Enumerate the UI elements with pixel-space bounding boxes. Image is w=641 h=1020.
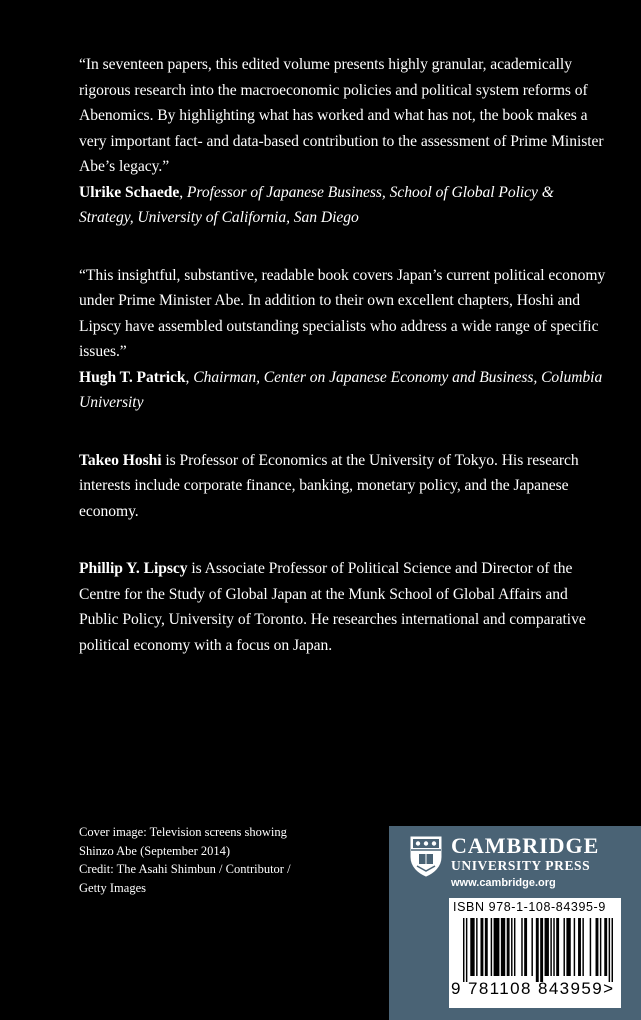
cover-image-credit xyxy=(79,823,379,897)
back-cover-text xyxy=(79,52,609,690)
barcode-panel xyxy=(449,898,621,1008)
author-bio-text xyxy=(79,448,609,525)
author-bio-text xyxy=(79,556,609,658)
barcode-bar xyxy=(574,918,575,976)
barcode-bar xyxy=(480,918,483,976)
barcode-bar xyxy=(590,918,591,976)
ean-digits xyxy=(451,978,614,1000)
barcode-bar xyxy=(540,918,543,982)
credit-line: Credit: The Asahi Shimbun / Contributor / xyxy=(79,862,291,876)
barcode-bar xyxy=(524,918,527,976)
author-name: Phillip Y. Lipscy xyxy=(79,560,188,577)
author-description: is Professor of Economics at the University of Tokyo. His research interests include corporate finance, banking, monetary policy, and the Japanese economy. xyxy=(79,451,579,520)
credit-line: Shinzo Abe (September 2014) xyxy=(79,843,231,858)
barcode-bar xyxy=(596,918,599,976)
barcode-bar xyxy=(531,918,532,976)
barcode-bar xyxy=(582,918,583,976)
barcode-bar xyxy=(550,918,551,976)
barcode-bar xyxy=(466,918,467,982)
barcode-bar xyxy=(609,918,610,982)
publisher-name: CAMBRIDGE xyxy=(451,833,600,858)
ean-end-mark: > xyxy=(603,979,615,998)
author-description: is Associate Professor of Political Science and Director of the Centre for the Study of Global Japan at the Munk School of Global Affairs and Public Policy, University of Toronto. He researches international and comparative political economy with a focus on Japan. xyxy=(79,560,586,654)
credit-line: Getty Images xyxy=(79,880,146,895)
publisher-url: www.cambridge.org xyxy=(451,877,556,889)
endorser-name: Ulrike Schaede xyxy=(79,183,180,201)
barcode-bar xyxy=(494,918,500,976)
endorsement-1 xyxy=(79,52,609,231)
endorser-name: Hugh T. Patrick xyxy=(79,368,186,386)
barcode-bar xyxy=(612,918,613,982)
endorsement-quote: “This insightful, substantive, readable book covers Japan’s current political economy under Prime Minister Abe. In addition to their own excellent chapters, Hoshi and Lipscy have assembled outstanding specialists who address a wide range of specific issues.” xyxy=(79,266,606,360)
barcode-bar xyxy=(476,918,477,976)
endorsement-attribution: Hugh T. Patrick, Chairman, Center on Japanese Economy and Business, Columbia University xyxy=(79,368,603,411)
barcode-bar xyxy=(485,918,488,976)
barcode-bar xyxy=(536,918,539,982)
barcode-bar xyxy=(566,918,570,976)
publisher-subname: UNIVERSITY PRESS xyxy=(451,858,591,873)
barcode-bar xyxy=(556,918,559,976)
barcode-bar xyxy=(578,918,581,976)
barcode-bar xyxy=(514,918,515,976)
publisher-box xyxy=(389,826,641,1020)
credit-line: Cover image: Television screens showing xyxy=(79,825,287,839)
barcode-bar xyxy=(553,918,554,976)
endorser-affiliation: Professor of Japanese Business, School of Global Policy & Strategy, University of California, San Diego xyxy=(79,183,554,226)
barcode-bar xyxy=(511,918,512,976)
author-bio-1 xyxy=(79,448,609,525)
barcode-bar xyxy=(491,918,492,976)
barcode-bar xyxy=(563,918,564,976)
cambridge-shield-logo xyxy=(409,835,443,877)
endorsement-2 xyxy=(79,263,609,416)
endorser-affiliation: Chairman, Center on Japanese Economy and Business, Columbia University xyxy=(79,368,603,411)
barcode-bars xyxy=(463,918,613,982)
barcode-bar xyxy=(470,918,474,976)
barcode-bar xyxy=(521,918,522,976)
ean-number: 9 781108 843959 xyxy=(451,979,604,998)
barcode-bar xyxy=(600,918,601,976)
endorsement-attribution: Ulrike Schaede, Professor of Japanese Business, School of Global Policy & Strategy, University of California, San Diego xyxy=(79,183,554,226)
author-name: Takeo Hoshi xyxy=(79,451,162,469)
endorsement-quote: “In seventeen papers, this edited volume presents highly granular, academically rigorous research into the macroeconomic policies and political system reforms of Abenomics. By highlighting what has worked and what has not, the book makes a very important fact- and data-based contribution to the assessment of Prime Minister Abe’s legacy.” xyxy=(79,56,604,175)
barcode-bar xyxy=(463,918,464,982)
barcode-bar xyxy=(545,918,549,976)
isbn-label: ISBN 978-1-108-84395-9 xyxy=(453,900,606,914)
barcode-bar xyxy=(507,918,510,976)
barcode-bar xyxy=(501,918,505,976)
barcode-bar xyxy=(604,918,607,976)
author-bio-2 xyxy=(79,556,609,658)
